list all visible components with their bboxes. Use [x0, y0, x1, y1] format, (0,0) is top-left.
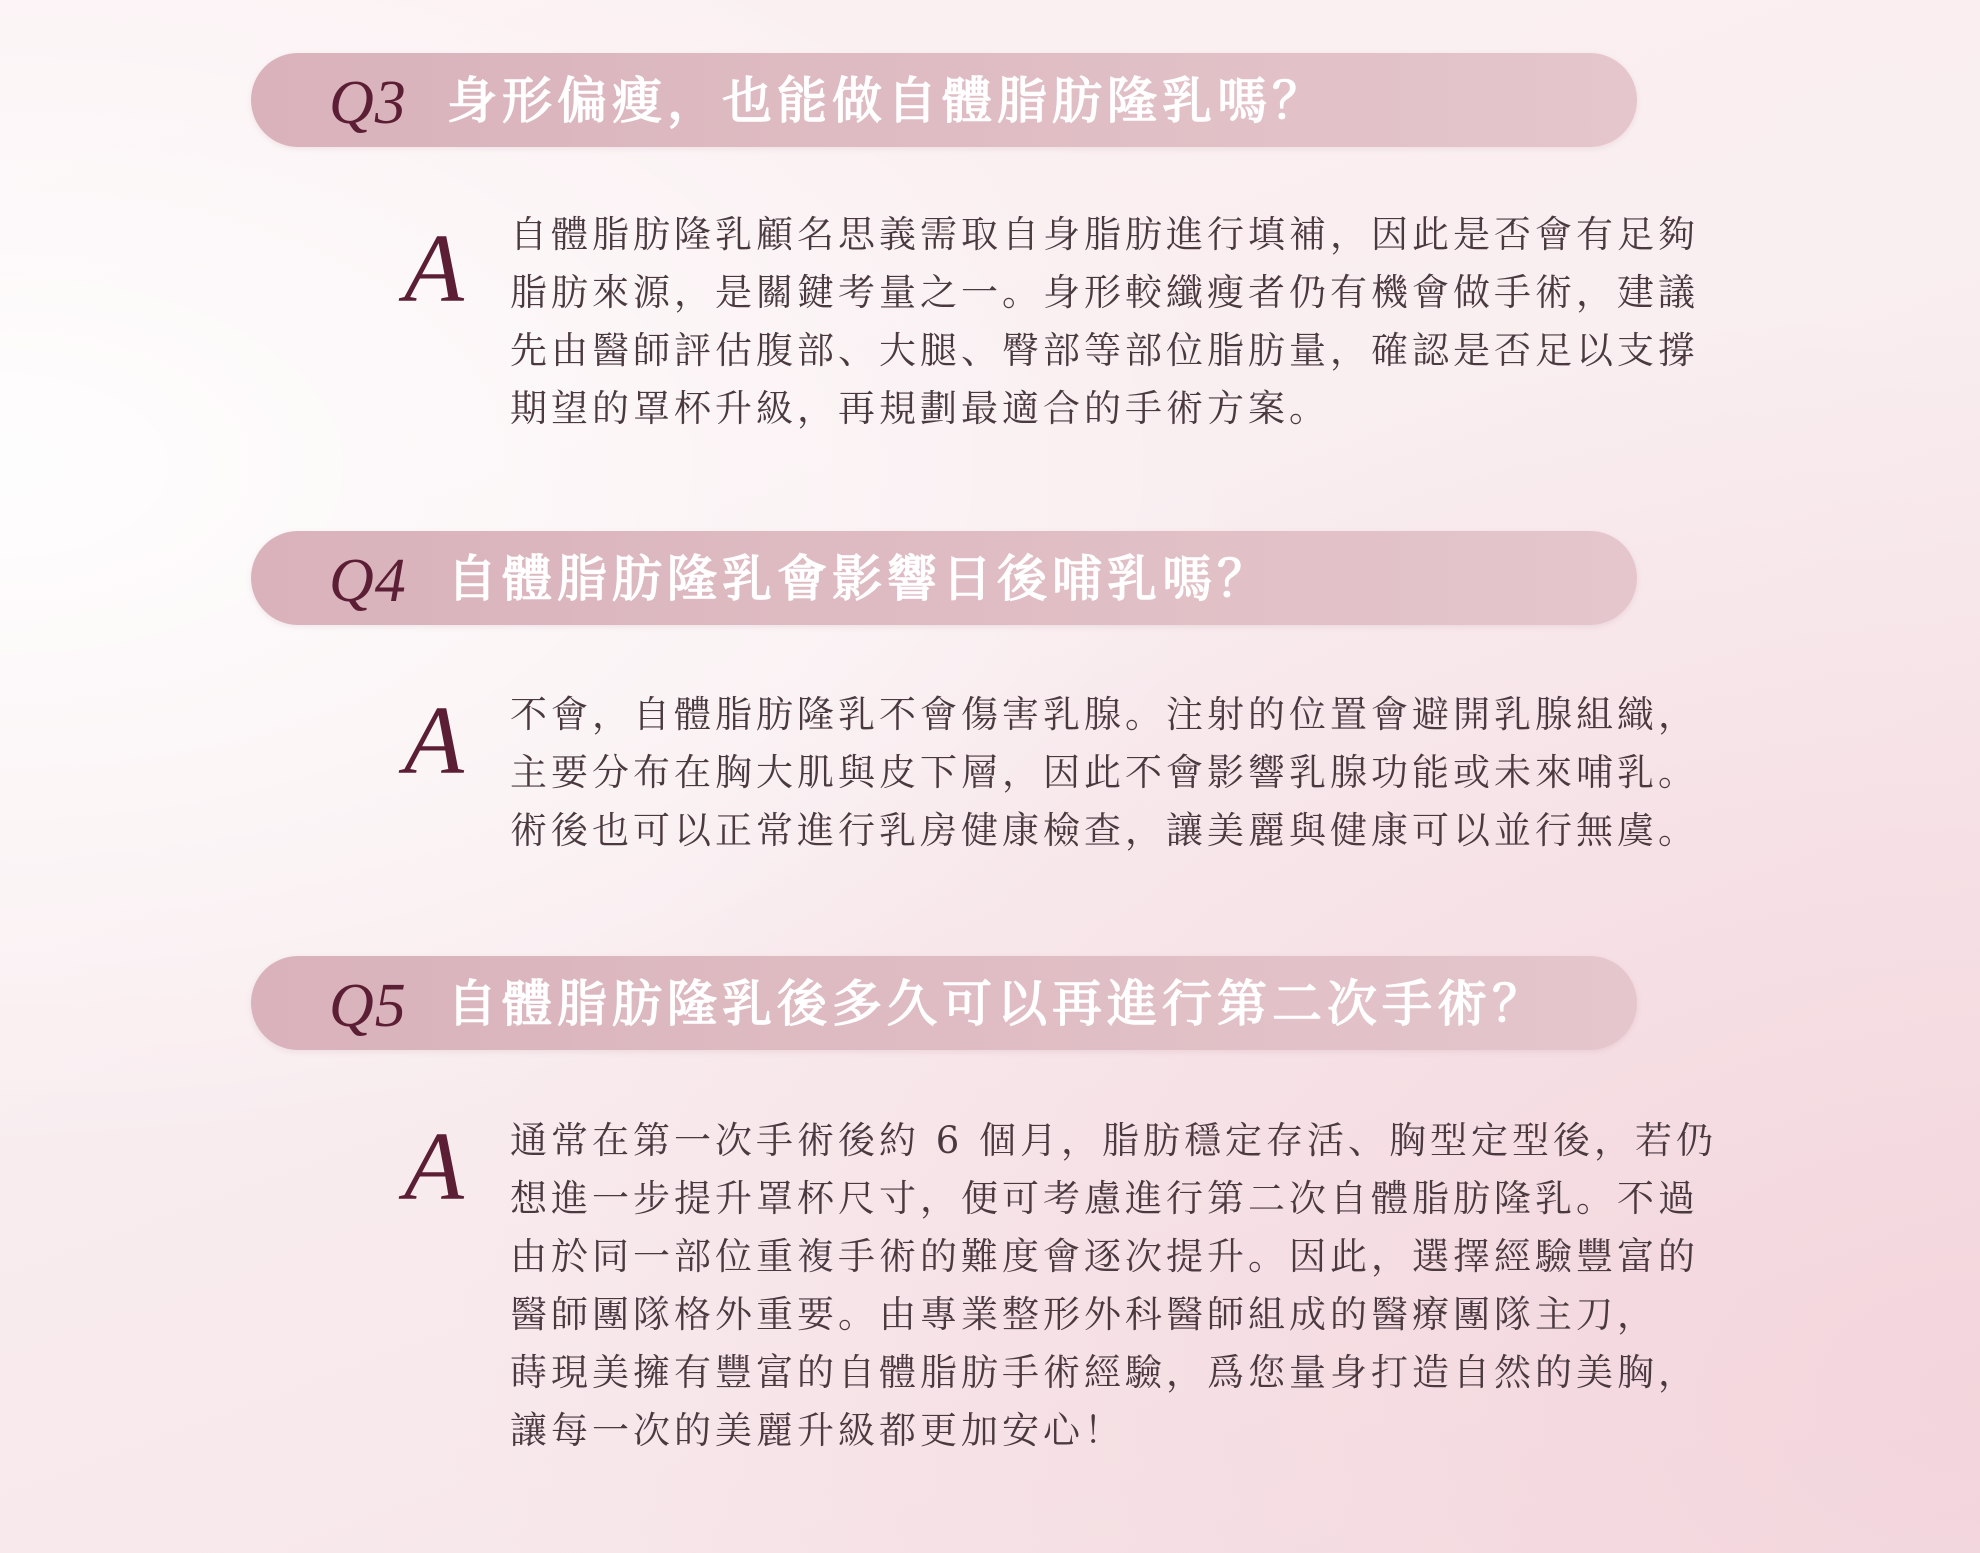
answer-marker: A [404, 687, 464, 795]
question-number: Q4 [329, 547, 407, 615]
answer-text [510, 1112, 1750, 1460]
question-text: 自體脂肪隆乳後多久可以再進行第二次手術？ [447, 974, 1547, 1033]
answer-marker: A [404, 215, 464, 323]
question-number: Q3 [329, 69, 407, 137]
answer-line: 蒔現美擁有豐富的自體脂肪手術經驗，爲您量身打造自然的美胸， [510, 1351, 1699, 1394]
question-text: 自體脂肪隆乳會影響日後哺乳嗎？ [447, 549, 1272, 608]
answer-text [510, 206, 1750, 438]
answer-line: 醫師團隊格外重要。由專業整形外科醫師組成的醫療團隊主刀， [510, 1293, 1658, 1336]
answer-line: 讓每一次的美麗升級都更加安心！ [510, 1409, 1125, 1452]
question-banner [251, 53, 1637, 147]
answer-line: 由於同一部位重複手術的難度會逐次提升。因此，選擇經驗豐富的 [510, 1235, 1699, 1278]
answer-text [510, 686, 1750, 860]
answer-line: 期望的罩杯升級，再規劃最適合的手術方案。 [510, 387, 1330, 430]
answer-marker: A [404, 1113, 464, 1221]
answer-line: 想進一步提升罩杯尺寸，便可考慮進行第二次自體脂肪隆乳。不過 [510, 1177, 1699, 1220]
question-number: Q5 [329, 972, 407, 1040]
answer-line: 先由醫師評估腹部、大腿、臀部等部位脂肪量，確認是否足以支撐 [510, 329, 1699, 372]
answer-line: 不會，自體脂肪隆乳不會傷害乳腺。注射的位置會避開乳腺組織， [510, 693, 1699, 736]
question-banner [251, 531, 1637, 625]
answer-line: 脂肪來源，是關鍵考量之一。身形較纖瘦者仍有機會做手術，建議 [510, 271, 1699, 314]
answer-line: 通常在第一次手術後約 6 個月，脂肪穩定存活、胸型定型後，若仍 [510, 1119, 1718, 1162]
answer-line: 術後也可以正常進行乳房健康檢查，讓美麗與健康可以並行無虞。 [510, 809, 1699, 852]
question-text: 身形偏瘦，也能做自體脂肪隆乳嗎？ [447, 71, 1327, 130]
question-banner [251, 956, 1637, 1050]
answer-line: 主要分布在胸大肌與皮下層，因此不會影響乳腺功能或未來哺乳。 [510, 751, 1699, 794]
answer-line: 自體脂肪隆乳顧名思義需取自身脂肪進行填補，因此是否會有足夠 [510, 213, 1699, 256]
